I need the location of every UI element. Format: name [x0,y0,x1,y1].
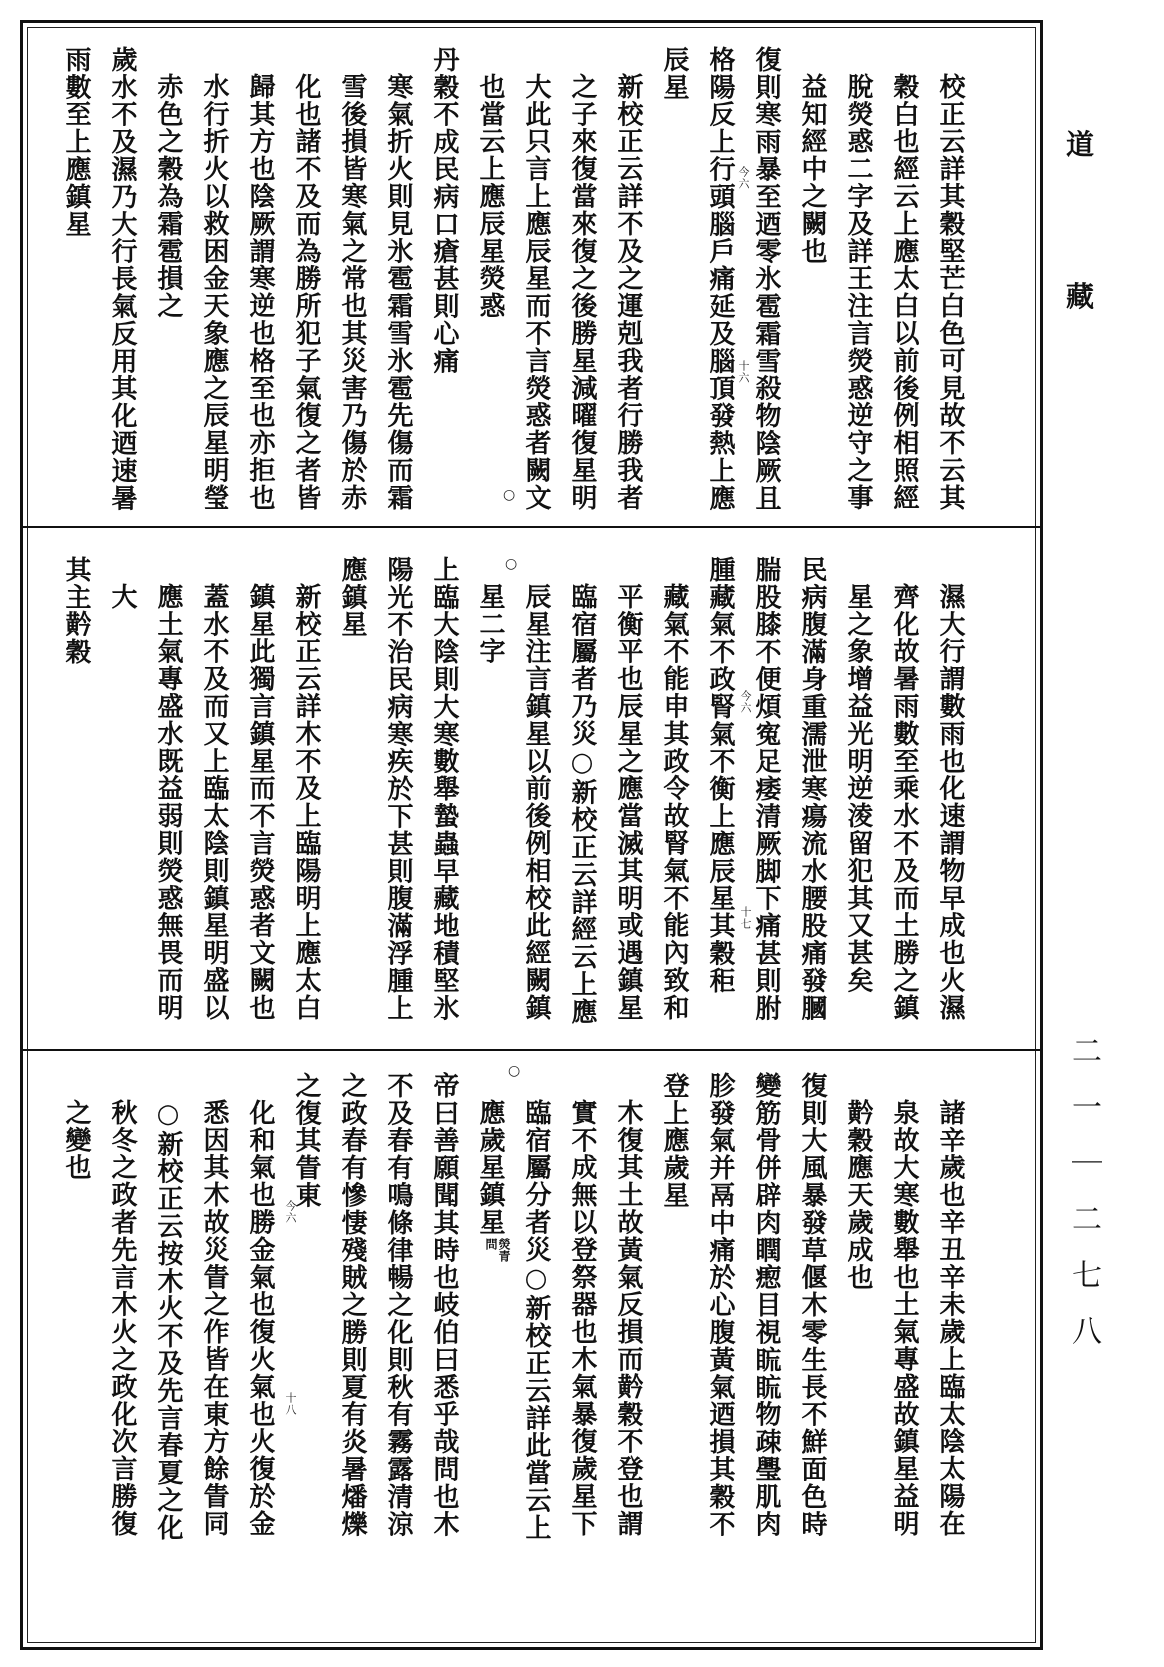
text-column [605,1072,651,1537]
text-column [559,1072,605,1537]
circle-mark: ○ [508,1063,521,1079]
column-text: 臨宿屬者乃災○新校正云詳經云上應 [567,583,597,1026]
text-column [789,1072,835,1538]
text-column [651,1072,697,1209]
column-text: 辰星 [659,46,689,101]
column-text: 水行折火以救困金天象應之辰星明瑩 [199,73,229,512]
text-column [467,1072,513,1262]
register-divider-upper [20,526,1043,528]
column-text: 寒氣折火則見氷雹霜雪氷雹先傷而霜 [383,73,413,512]
text-column [881,556,927,1021]
column-text: 臨宿屬分者災○新校正云詳此當云上 [521,1099,551,1542]
margin-title-char: 道 [1066,128,1095,161]
circle-mark: ○ [505,556,518,572]
middle-register [53,556,973,1036]
column-text: 復則大風暴發草偃木零生長不鮮面色時 [797,1072,827,1538]
interlinear-note-line: 問 [484,1238,498,1250]
text-column [835,46,881,511]
column-text: 之政春有慘悽殘賊之勝則夏有炎暑燔爍 [337,1072,367,1538]
column-text: 上臨大陰則大寒數舉蟄蟲早藏地積堅氷 [429,556,459,1022]
lower-register [53,1072,973,1552]
column-text: 濕大行謂數雨也化速謂物早成也火濕 [935,583,965,1022]
page-mark: 十八 [284,1392,297,1416]
column-text: 諸辛歲也辛丑辛未歲上臨太陰太陽在 [935,1099,965,1538]
text-column [237,46,283,511]
column-text: 登上應歲星 [659,1072,689,1209]
text-column [99,46,145,512]
column-text: 化和氣也勝金氣也復火氣也火復於金 [245,1099,275,1538]
text-column [99,1072,145,1537]
column-text: 新校正云詳不及之運剋我者行勝我者 [613,73,643,512]
column-text: 歸其方也陰厥謂寒逆也格至也亦拒也 [245,73,275,512]
column-text: 胗發氣并鬲中痛於心腹黃氣迺損其穀不 [705,1072,735,1538]
text-column [881,1072,927,1537]
column-text: 民病腹滿身重濡泄寒瘍流水腰股痛發膕 [797,556,827,1022]
column-text: 實不成無以登祭器也木氣暴復歲星下 [567,1099,597,1538]
text-column [237,556,283,1021]
circle-mark: ○ [503,487,516,503]
column-text: 辰星注言鎮星以前後例相校此經闕鎮 [521,583,551,1022]
text-column [743,1072,789,1538]
column-text: 平衡平也辰星之應當滅其明或遇鎮星 [613,583,643,1022]
text-column [53,556,99,666]
column-text: 其主黅穀 [61,556,91,666]
column-text: 應土氣專盛水既益弱則熒惑無畏而明 [153,583,183,1022]
text-column [467,556,513,665]
text-column [421,556,467,1022]
column-text: ○新校正云按木火不及先言春夏之化 [153,1099,183,1542]
text-column [237,1072,283,1537]
text-column [697,556,743,994]
text-column [145,46,191,320]
text-column [697,46,743,512]
column-text: 雪後損皆寒氣之常也其災害乃傷於赤 [337,73,367,512]
interlinear-note [484,1238,510,1262]
column-text: 黅穀應天歲成也 [843,1099,873,1291]
column-text: 秋冬之政者先言木火之政化次言勝復 [107,1099,137,1538]
column-text: 歲水不及濕乃大行長氣反用其化迺速暑 [107,46,137,512]
column-text: 帝曰善願聞其時也岐伯曰悉乎哉問也木 [429,1072,459,1538]
column-text: 星二字 [475,583,505,666]
column-text: 腨股膝不便煩寃足痿清厥脚下痛甚則胕 [751,556,781,1022]
text-column [283,1072,329,1209]
column-text: 藏氣不能申其政令故腎氣不能內致和 [659,583,689,1022]
text-column [835,1072,881,1291]
text-column [559,556,605,1025]
column-text: 復則寒雨暴至迺零氷雹霜雪殺物陰厥且 [751,46,781,512]
text-column [605,556,651,1021]
text-column [329,1072,375,1538]
column-text: 腫藏氣不政腎氣不衡上應辰星其穀秬 [705,556,735,995]
text-column [513,556,559,1021]
text-column [145,556,191,1021]
text-column [329,556,375,638]
text-column [651,556,697,1021]
text-column [191,46,237,511]
column-text: 大 [107,583,137,611]
text-column [789,46,835,265]
text-column [375,46,421,511]
page-mark: 今六 [739,690,752,714]
text-column [421,46,467,375]
text-column [605,46,651,511]
column-text: 化也諸不及而為勝所犯子氣復之者皆 [291,73,321,512]
column-text: 星之象增益光明逆淩留犯其又甚矣 [843,583,873,994]
text-column [329,46,375,511]
page-mark: 今六 [737,166,750,190]
column-text: 格陽反上行頭腦戶痛延及腦頂發熱上應 [705,46,735,512]
text-column [53,46,99,238]
column-text: 校正云詳其穀堅芒白色可見故不云其 [935,73,965,512]
column-text: 丹穀不成民病口瘡甚則心痛 [429,46,459,375]
text-column [927,1072,973,1537]
margin-title-char: 藏 [1066,280,1095,313]
column-text: 變筋骨併辟肉瞤瘛目視䀮䀮物疎璺肌肉 [751,1072,781,1538]
page-mark: 十七 [739,906,752,930]
interlinear-note-line: 熒青 [497,1238,511,1262]
text-column [421,1072,467,1538]
text-column [283,556,329,1021]
text-column [283,46,329,511]
text-column [375,1072,421,1538]
text-column [99,556,145,610]
column-text: 雨數至上應鎮星 [61,46,91,238]
column-text: 新校正云詳木不及上臨陽明上應太白 [291,583,321,1022]
column-text: 之復其眚東 [291,1072,321,1209]
column-text: 赤色之穀為霜雹損之 [153,73,183,320]
text-column [743,556,789,1022]
column-text: 益知經中之闕也 [797,73,827,265]
column-text: 大此只言上應辰星而不言熒惑者闕文 [521,73,551,512]
page-mark: 十六 [737,360,750,384]
text-column [375,556,421,1022]
text-column [191,556,237,1021]
text-column [743,46,789,512]
column-text: 陽光不治民病寒疾於下甚則腹滿浮腫上 [383,556,413,1022]
column-text: 穀白也經云上應太白以前後例相照經 [889,73,919,512]
column-text: 應歲星鎮星 [475,1099,505,1236]
text-column [513,46,559,511]
column-text: 泉故大寒數舉也土氣專盛故鎮星益明 [889,1099,919,1538]
text-column [145,1072,191,1541]
text-column [881,46,927,511]
text-column [835,556,881,994]
column-text: 齊化故暑雨數至乘水不及而土勝之鎮 [889,583,919,1022]
text-column [513,1072,559,1541]
text-column [559,46,605,511]
column-text: 脫熒惑二字及詳王注言熒惑逆守之事 [843,73,873,512]
upper-register [53,46,973,516]
text-column [53,1072,99,1181]
column-text: 之子來復當來復之後勝星減曜復星明 [567,73,597,512]
column-text: 不及春有鳴條律暢之化則秋有霧露清涼 [383,1072,413,1538]
register-divider-lower [20,1049,1043,1051]
column-text: 應鎮星 [337,556,367,639]
column-text: 悉因其木故災眚之作皆在東方餘眚同 [199,1099,229,1538]
text-column [191,1072,237,1537]
text-column [697,1072,743,1538]
column-text: 蓋水不及而又上臨太陰則鎮星明盛以 [199,583,229,1022]
column-text: 木復其土故黃氣反損而黅穀不登也謂 [613,1099,643,1538]
column-text: 鎮星此獨言鎮星而不言熒惑者文闕也 [245,583,275,1022]
text-column [927,556,973,1021]
text-column [651,46,697,101]
page-mark: 今六 [284,1200,297,1224]
column-text: 之變也 [61,1099,91,1182]
column-text: 也當云上應辰星熒惑 [475,73,505,320]
text-column [789,556,835,1022]
page-number: 二一｜二七八 [1066,1035,1101,1371]
text-column [467,46,513,320]
text-column [927,46,973,511]
